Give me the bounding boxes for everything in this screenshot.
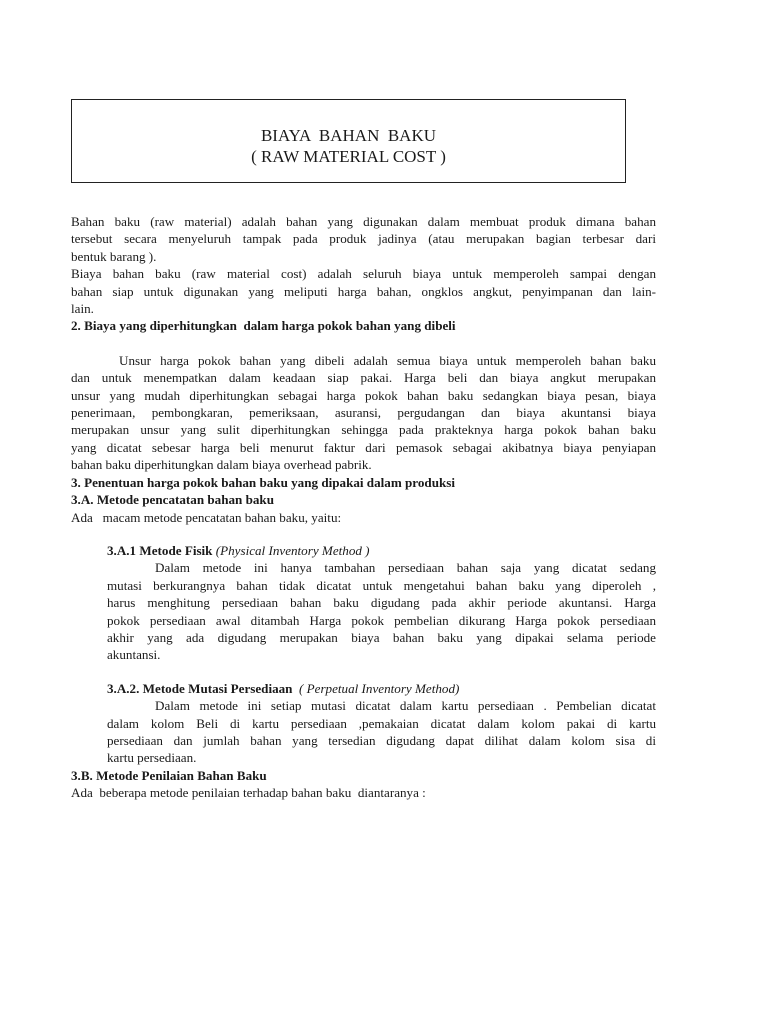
section-3a1-heading: [107, 542, 656, 559]
section-3a-text: Ada macam metode pencatatan bahan baku, yaitu:: [71, 509, 342, 525]
intro-paragraph-2: [71, 265, 656, 317]
text-line: Biaya bahan baku (raw material cost) adalah seluruh biaya untuk memperoleh sampai dengan: [71, 266, 656, 282]
section-3-heading: 3. Penentuan harga pokok bahan baku yang dipakai dalam produksi: [71, 474, 455, 490]
text-line: persediaan dan jumlah bahan yang tersedian digudang dapat dilihat dalam kolom sisa di: [107, 732, 656, 748]
text-line: Dalam metode ini hanya tambahan persediaan bahan saja yang dicatat sedang: [155, 560, 656, 576]
text-line: Dalam metode ini setiap mutasi dicatat dalam kartu persediaan . Pembelian dicatat: [155, 698, 656, 714]
text-line: mutasi berkurangnya bahan tidak dicatat untuk mengetahui bahan baku yang diperoleh ,: [107, 577, 656, 593]
section-3a2-title-italic: ( Perpetual Inventory Method): [299, 680, 460, 696]
text-line: akuntansi.: [107, 647, 161, 663]
section-3a-heading: 3.A. Metode pencatatan bahan baku: [71, 492, 274, 508]
title-line-2: ( RAW MATERIAL COST ): [251, 147, 446, 166]
text-line: akhir yang ada digudang merupakan biaya bahan baku yang dipakai selama periode: [107, 629, 656, 645]
text-line: bahan siap untuk digunakan yang meliputi harga bahan, ongklos angkut, penyimpanan dan lain-: [71, 283, 656, 299]
text-line: merupakan unsur yang sulit diperhitungkan sehingga pada prakteknya harga pokok bahan baku: [71, 422, 656, 438]
text-line: kartu persediaan.: [107, 750, 197, 766]
title-line-1: BIAYA BAHAN BAKU: [260, 126, 437, 145]
text-line: harus menghitung persediaan bahan baku digudang pada akhir periode akuntansi. Harga: [107, 595, 656, 611]
text-line: bentuk barang ).: [71, 248, 157, 264]
text-line: pokok persediaan awal ditambah Harga pokok pembelian dikurang Harga pokok persediaan: [107, 612, 656, 628]
section-3a1: [107, 542, 656, 664]
document-body: [71, 213, 656, 802]
section-3a1-title: 3.A.1 Metode Fisik: [107, 542, 216, 558]
text-line: dalam kolom Beli di kartu persediaan ,pemakaian dicatat dalam kolom pakai di kartu: [107, 715, 656, 731]
text-line: bahan baku diperhitungkan dalam biaya overhead pabrik.: [71, 457, 372, 473]
text-line: unsur yang mudah diperhitungkan sebagai harga pokok bahan baku sedangkan biaya pesan, biaya: [71, 387, 656, 403]
section-3a2: [107, 680, 656, 767]
text-line: dan untuk menempatkan dalam keadaan siap pakai. Harga beli dan biaya angkut merupakan: [71, 370, 656, 386]
section-3b-heading: 3.B. Metode Penilaian Bahan Baku: [71, 767, 267, 783]
section-3a1-title-italic: (Physical Inventory Method ): [215, 542, 370, 558]
text-line: lain.: [71, 301, 94, 317]
section-3b-text: Ada beberapa metode penilaian terhadap bahan baku diantaranya :: [71, 785, 426, 801]
text-line: yang dicatat sebesar harga beli menurut faktur dari pemasok sebagai akibatnya biaya penyiapan: [71, 439, 656, 455]
intro-paragraph-1: [71, 213, 656, 265]
text-line: tersebut secara menyeluruh tampak pada produk jadinya (atau merupakan bagian terbesar dari: [71, 231, 656, 247]
text-line: penerimaan, pembongkaran, pemeriksaan, asuransi, pergudangan dan biaya akuntansi biaya: [71, 405, 656, 421]
text-line: Bahan baku (raw material) adalah bahan yang digunakan dalam membuat produk dimana bahan: [71, 214, 656, 229]
title-box: [71, 99, 626, 183]
section-2-paragraph: [71, 352, 656, 474]
section-3a2-heading: [107, 680, 656, 697]
text-line: Unsur harga pokok bahan yang dibeli adalah semua biaya untuk memperoleh bahan baku: [119, 352, 656, 368]
section-2-heading: 2. Biaya yang diperhitungkan dalam harga pokok bahan yang dibeli: [71, 318, 456, 334]
section-3a2-title: 3.A.2. Metode Mutasi Persediaan: [107, 680, 300, 696]
